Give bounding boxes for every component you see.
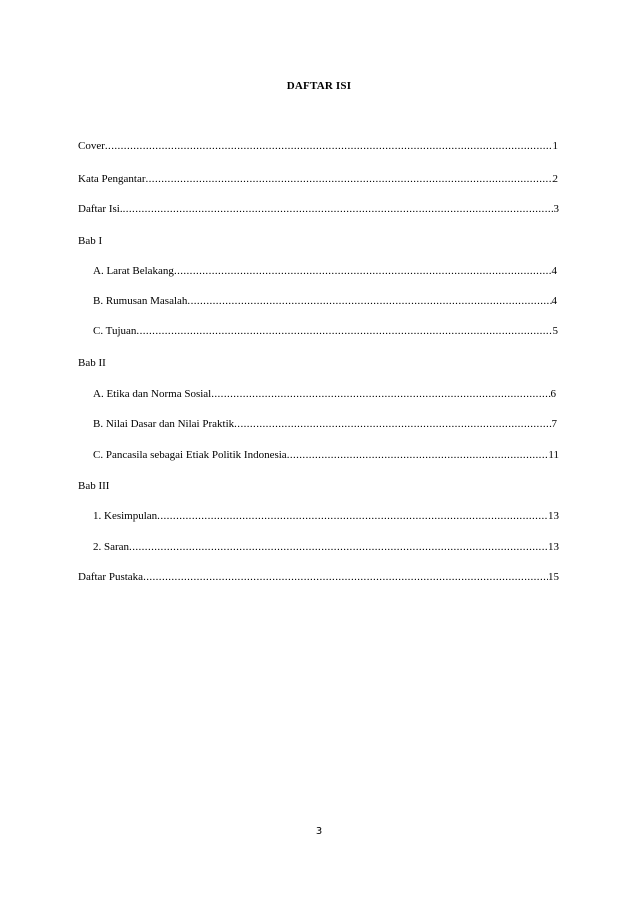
toc-entry-bab3-1 bbox=[93, 509, 559, 523]
toc-entry-bab1-c bbox=[93, 324, 558, 338]
toc-entry-cover bbox=[78, 139, 558, 153]
toc-entry-label: B. Rumusan Masalah bbox=[93, 295, 188, 307]
toc-entry-page: 4 bbox=[551, 265, 557, 277]
toc-entry-page: 2 bbox=[552, 173, 558, 185]
page-number: 3 bbox=[315, 826, 323, 837]
toc-leader-dots bbox=[174, 264, 552, 278]
toc-entry-bab2-b bbox=[93, 417, 557, 431]
toc-entry-label: A. Larat Belakang bbox=[93, 265, 174, 277]
toc-entry-daftar-isi bbox=[78, 202, 559, 216]
toc-entry-daftar-pustaka bbox=[78, 570, 559, 584]
toc-entry-page: 11 bbox=[548, 449, 559, 461]
toc-leader-dots bbox=[146, 172, 553, 186]
toc-entry-page: 4 bbox=[551, 295, 557, 307]
toc-entry-label: 2. Saran bbox=[93, 541, 130, 553]
toc-entry-page: 15 bbox=[548, 571, 559, 583]
toc-entry-label: Daftar Pustaka bbox=[78, 571, 144, 583]
toc-leader-dots bbox=[187, 294, 551, 308]
toc-leader-dots bbox=[157, 509, 548, 523]
toc-entry-label: A. Etika dan Norma Sosial bbox=[93, 388, 212, 400]
toc-leader-dots bbox=[136, 324, 552, 338]
toc-leader-dots bbox=[211, 387, 550, 401]
toc-chapter-heading-bab-iii: Bab III bbox=[78, 480, 110, 492]
toc-entry-page: 7 bbox=[551, 418, 557, 430]
toc-entry-page: 13 bbox=[548, 510, 559, 522]
toc-entry-bab1-b bbox=[93, 294, 557, 308]
toc-entry-label: Kata Pengantar bbox=[78, 173, 146, 185]
toc-entry-bab2-c bbox=[93, 448, 559, 462]
toc-leader-dots bbox=[287, 448, 549, 462]
toc-leader-dots bbox=[129, 540, 548, 554]
toc-entry-label: Daftar Isi. bbox=[78, 203, 123, 215]
toc-entry-page: 5 bbox=[552, 325, 558, 337]
toc-leader-dots bbox=[143, 570, 548, 584]
toc-entry-bab1-a bbox=[93, 264, 557, 278]
page-title: DAFTAR ISI bbox=[286, 80, 352, 92]
toc-entry-kata-pengantar bbox=[78, 172, 558, 186]
toc-entry-label: C. Pancasila sebagai Etiak Politik Indonesia bbox=[93, 449, 287, 461]
toc-entry-page: 1 bbox=[552, 140, 558, 152]
toc-leader-dots bbox=[105, 139, 553, 153]
toc-chapter-heading-bab-ii: Bab II bbox=[78, 357, 106, 369]
toc-entry-bab3-2 bbox=[93, 540, 559, 554]
toc-leader-dots bbox=[123, 202, 554, 216]
toc-leader-dots bbox=[234, 417, 551, 431]
toc-entry-page: 3 bbox=[553, 203, 559, 215]
toc-entry-bab2-a bbox=[93, 387, 556, 401]
toc-entry-label: 1. Kesimpulan bbox=[93, 510, 158, 522]
toc-entry-label: C. Tujuan bbox=[93, 325, 137, 337]
toc-entry-label: Cover bbox=[78, 140, 105, 152]
toc-entry-page: 6 bbox=[550, 388, 556, 400]
toc-entry-label: B. Nilai Dasar dan Nilai Praktik bbox=[93, 418, 235, 430]
toc-chapter-heading-bab-i: Bab I bbox=[78, 235, 103, 247]
toc-entry-page: 13 bbox=[548, 541, 559, 553]
